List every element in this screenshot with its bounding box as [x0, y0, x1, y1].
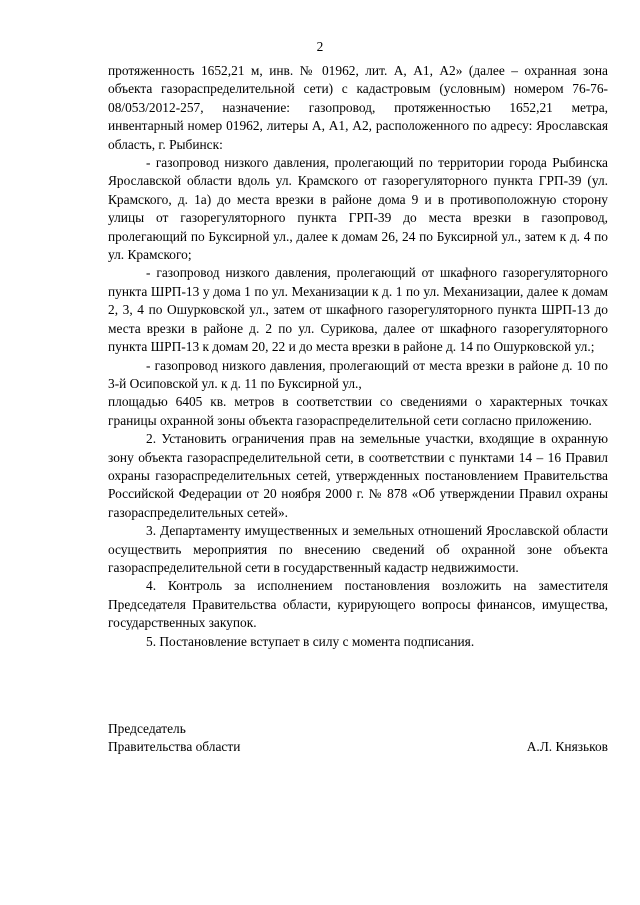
signature-title-line-2: Правительства области: [108, 739, 241, 755]
paragraph-pipeline-3: - газопровод низкого давления, пролегающий от места врезки в районе д. 10 по 3-й Осиповской ул. к д. 11 по Буксирной ул.,: [108, 357, 608, 391]
signature-block: [108, 720, 608, 757]
page-number: 2: [316, 39, 324, 54]
document-body: [108, 62, 608, 651]
paragraph-item-3: 3. Департаменту имущественных и земельных отношений Ярославской области осуществить мероприятия по внесению сведений об охранной зоне объекта газораспределительной сети в государственный кадастр недвижимости.: [108, 523, 608, 575]
signature-title-row: [108, 738, 608, 756]
signatory-name: А.Л. Князьков: [526, 739, 608, 755]
paragraph-item-4: 4. Контроль за исполнением постановления возложить на заместителя Председателя Правительства области, курирующего вопросы финансов, имущества, государственных закупок.: [108, 578, 608, 631]
paragraph-intro-continuation: протяженность 1652,21 м, инв. № 01962, лит. А, А1, А2» (далее – охранная зона объекта газораспределительной сети) с кадастровым (условным) номером 76-76-08/053/2012-257, назначение: газопровод, протяженностью 1652,21 метра, инвентарный номер 01962, литеры А, А1, А2, расположенного по адресу: Ярославская область, г. Рыбинск:: [108, 63, 608, 152]
paragraph-pipeline-2: - газопровод низкого давления, пролегающий от шкафного газорегуляторного пункта ШРП-13 у дома 1 по ул. Механизации к д. 1 по ул. Механизации, далее к домам 2, 3, 4 по Ошурковской ул., затем от шкафного газорегуляторного пункта ШРП-13 до места врезки в районе д. 2 по ул. Сурикова, далее от шкафного газорегуляторного пункта ШРП-13 к домам 20, 22 и до места врезки в районе д. 14 по Ошурковской ул.;: [108, 265, 608, 355]
paragraph-item-2: 2. Установить ограничения прав на земельные участки, входящие в охранную зону объекта газораспределительной сети, в соответствии с пунктами 14 – 16 Правил охраны газораспределительных сетей, утвержденных постановлением Правительства Российской Федерации от 20 ноября 2000 г. № 878 «Об утверждении Правил охраны газораспределительных сетей».: [108, 431, 608, 520]
paragraph-pipeline-1: - газопровод низкого давления, пролегающий по территории города Рыбинска Ярославской области вдоль ул. Крамского от газорегуляторного пункта ГРП-39 (ул. Крамского, д. 1а) до места врезки в районе дома 9 и в противоположную сторону улицы от газорегуляторного пункта ГРП-39 до места врезки в газопровод, пролегающий по Буксирной ул., далее к домам 26, 24 по Буксирной ул., затем к д. 4 по ул. Крамского;: [108, 155, 608, 263]
paragraph-area: площадью 6405 кв. метров в соответствии со сведениями о характерных точках границы охранной зоны объекта газораспределительной сети согласно приложению.: [108, 394, 608, 428]
paragraph-item-5: 5. Постановление вступает в силу с момента подписания.: [146, 633, 475, 649]
signature-title-line-1: Председатель: [108, 721, 186, 736]
